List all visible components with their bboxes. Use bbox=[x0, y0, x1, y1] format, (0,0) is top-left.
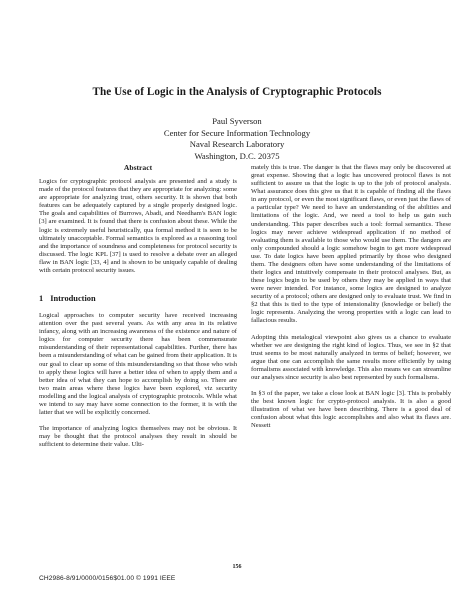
abstract-paragraph: Logics for cryptographic protocol analysis are presented and a study is made of the protocol features that they are appropriate for analyzing: some are appropriate for analyzing trust, others security. It is shown that both features can be adequately captured by a single properly designed logic. The goals and capabilities of Burrows, Abadi, and Needham's BAN logic [3] are examined. It is found that there is confusion about these. While the logic is extremely useful heuristically, qua formal method it is seen to be ultimately unacceptable. Formal semantics is explored as a reasoning tool and the importance of soundness and completeness for protocol security is discussed. The logic KPL [37] is used to resolve a debate over an alleged flaw in BAN logic [33, 4] and is shown to be uniquely capable of dealing with certain protocol security issues. bbox=[39, 178, 237, 274]
left-column bbox=[39, 164, 237, 449]
body-paragraph: Logical approaches to computer security have received increasing attention over the past several years. As with any area in its relative infancy, along with an increasing awareness of the existence and nature of logics for computer security there has been commensurate misunderstanding of their representational capabilities. Further, there has been a misunderstanding of what can be gained from their application. It is our goal to clear up some of this misunderstanding so that those who wish to apply these logics will have a better idea of when to apply them and a better idea of what they can hope to accomplish by doing so. There are two main areas where these logics have been explored, viz security modelling and the logical analysis of cryptographic protocols. While what we intend to say may have some connection to the former, it is with the latter that we will be explicitly concerned. bbox=[39, 312, 237, 417]
body-paragraph: In §3 of the paper, we take a close look at BAN logic [3]. This is probably the best known logic for crypto-protocol analysis. It is also a good illustration of what we have been describing. There is a good deal of confusion about what this logic accomplishes and also what its flaws are. Nessett bbox=[251, 390, 451, 430]
page-number: 156 bbox=[232, 564, 242, 570]
body-paragraph: The importance of analyzing logics themselves may not be obvious. It may be thought that the protocol analyses they result in should be sufficient to determine their value. Ulti- bbox=[39, 425, 237, 449]
body-paragraph: mately this is true. The danger is that the flaws may only be discovered at great expense. Showing that a logic has uncovered protocol flaws is not sufficient to assure us that the logic is up to the job of protocol analysis. What assurance does this give us that it is capable of finding all the flaws in any protocol, or even the most significant flaws, or even just the flaws of a particular type? We need to have an understanding of the abilities and limitations of the logic. And, we need a tool to help us gain such understanding. This paper describes such a tool: formal semantics. These logics may never achieve widespread application if no method of evaluating them is available to those who would use them. The dangers are only compounded should a logic somehow begin to get more widespread use. To date logics have been applied primarily by those who designed them. The designers often have some understanding of the limitations of their logics and intuitively compensate in their protocol analyses. But, as these logics begin to be used by others they may be applied in ways that were never intended. For instance, some logics are designed to analyze security of a protocol; others are designed only to evaluate trust. We find in §2 that this is tied to the type of intensionality (knowledge or belief) the logic represents. Analyzing the wrong properties with a logic can lead to fallacious results. bbox=[251, 164, 451, 325]
body-paragraph: Adopting this metalogical viewpoint also gives us a chance to evaluate whether we are designing the right kind of logics. Thus, we see in §2 that trust seems to be most naturally analyzed in terms of belief; however, we argue that one can accomplish the same results more efficiently by using formalisms associated with knowledge. This also means we can streamline our analyses since security is also best represented by such formalisms. bbox=[251, 333, 451, 381]
paper-title: The Use of Logic in the Analysis of Cryptographic Protocols bbox=[92, 86, 382, 98]
author-block bbox=[0, 116, 474, 162]
right-column bbox=[251, 164, 451, 430]
affiliation-line: Washington, D.C. 20375 bbox=[194, 150, 280, 161]
abstract-heading: Abstract bbox=[123, 163, 153, 172]
author-name: Paul Syverson bbox=[212, 116, 262, 126]
affiliation-line: Center for Secure Information Technology bbox=[163, 127, 311, 138]
section-heading-introduction bbox=[39, 295, 237, 303]
section-title: Introduction bbox=[50, 294, 96, 304]
section-number: 1 bbox=[39, 294, 44, 304]
copyright-line: CH2986-8/91/0000/0156$01.00 © 1991 IEEE bbox=[39, 575, 176, 582]
affiliation-line: Naval Research Laboratory bbox=[189, 139, 285, 150]
